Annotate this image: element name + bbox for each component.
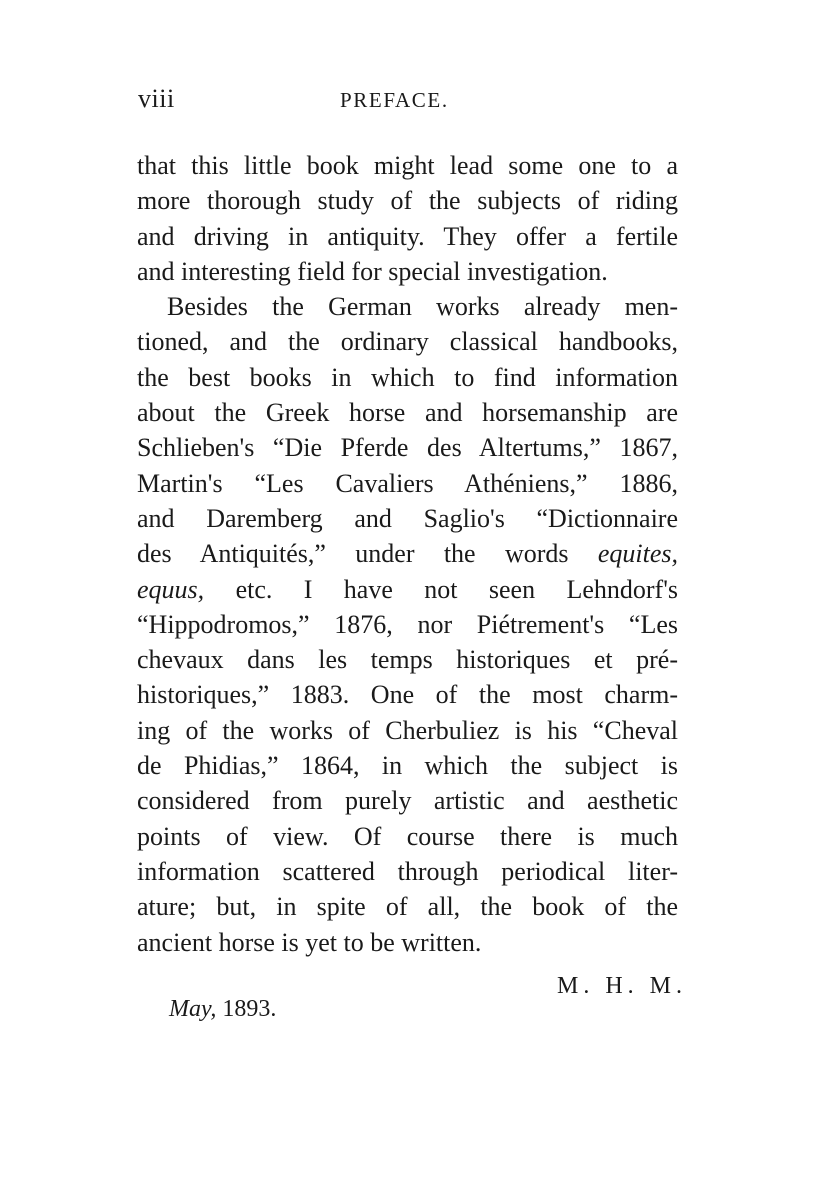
text-line: information scattered through periodical liter-: [137, 856, 678, 886]
text-line: “Hippodromos,” 1876, nor Piétrement's “Les: [137, 609, 678, 639]
date-month: May,: [169, 996, 217, 1022]
text-line: Schlieben's “Die Pferde des Altertums,” 1867,: [137, 433, 678, 463]
text-line: ing of the works of Cherbuliez is his “Cheval: [137, 715, 678, 745]
text-line: more thorough study of the subjects of riding: [137, 186, 678, 216]
running-head: PREFACE.: [340, 88, 449, 112]
date-line: [169, 996, 276, 1023]
text-line: chevaux dans les temps historiques et pré-: [137, 645, 678, 675]
italic-word-equites: equites,: [597, 539, 679, 569]
text-line: ature; but, in spite of all, the book of the: [137, 892, 678, 922]
text-line: and interesting field for special investigation.: [137, 256, 608, 286]
text-segment: des Antiquités,” under the words: [137, 539, 569, 569]
text-line: Besides the German works already men-: [167, 292, 678, 322]
preface-text: [137, 148, 678, 960]
text-line: historiques,” 1883. One of the most charm-: [137, 680, 678, 710]
text-line: the best books in which to find information: [137, 362, 678, 392]
text-line-with-italic: [137, 572, 678, 607]
text-line: considered from purely artistic and aesthetic: [137, 786, 678, 816]
text-line-with-italic: [137, 536, 678, 571]
italic-word-equus: equus,: [137, 574, 205, 604]
page-number: viii: [138, 84, 175, 113]
text-line: that this little book might lead some one to a: [137, 151, 678, 180]
text-line: and Daremberg and Saglio's “Dictionnaire: [137, 503, 678, 533]
text-line: de Phidias,” 1864, in which the subject is: [137, 751, 678, 781]
text-segment: etc. I have not seen Lehndorf's: [235, 574, 678, 604]
text-line: ancient horse is yet to be written.: [137, 927, 482, 957]
date-year: 1893.: [222, 996, 277, 1022]
text-line: tioned, and the ordinary classical handbooks,: [137, 327, 678, 357]
signature-initials: M. H. M.: [557, 973, 688, 999]
text-line: points of view. Of course there is much: [137, 821, 678, 851]
text-line: about the Greek horse and horsemanship are: [137, 398, 678, 428]
text-line: Martin's “Les Cavaliers Athéniens,” 1886,: [137, 468, 678, 498]
text-line: and driving in antiquity. They offer a fertile: [137, 221, 678, 251]
